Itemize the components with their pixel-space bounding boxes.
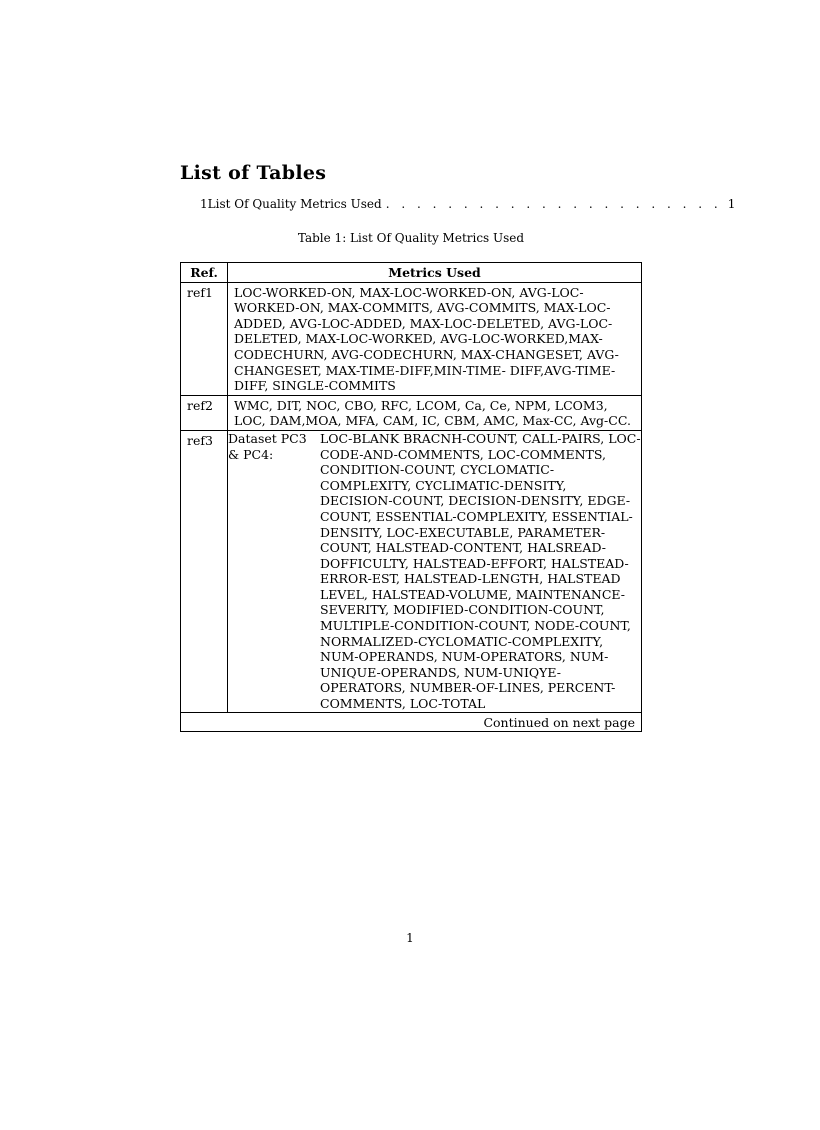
inner-table bbox=[228, 431, 641, 712]
table-row bbox=[181, 282, 642, 395]
row-metrics-split bbox=[228, 430, 642, 712]
lot-entry-title: List Of Quality Metrics Used bbox=[207, 197, 382, 211]
lot-entry-page: 1 bbox=[727, 197, 736, 211]
table-row bbox=[181, 430, 642, 712]
lot-entry-number: 1 bbox=[200, 197, 208, 211]
dataset-metrics: LOC-BLANK BRACNH-COUNT, CALL-PAIRS, LOC-CODE-AND-COMMENTS, LOC-COMMENTS, CONDITION-COUNT, CYCLOMATIC-COMPLEXITY, CYCLIMATIC-DENSITY, DECISION-COUNT, DECISION-DENSITY, EDGE-COUNT, ESSENTIAL-COMPLEXITY, ESSENTIAL-DENSITY, LOC-EXECUTABLE, PARAMETER-COUNT, HALSTEAD-CONTENT, HALSREAD-DOFFICULTY, HALSTEAD-EFFORT, HALSTEAD-ERROR-EST, HALSTEAD-LENGTH, HALSTEAD LEVEL, HALSTEAD-VOLUME, MAINTENANCE-SEVERITY, MODIFIED-CONDITION-COUNT, MULTIPLE-CONDITION-COUNT, NODE-COUNT, NORMALIZED-CYCLOMATIC-COMPLEXITY, NUM-OPERANDS, NUM-OPERATORS, NUM-UNIQUE-OPERANDS, NUM-UNIQYE-OPERATORS, NUMBER-OF-LINES, PERCENT-COMMENTS, LOC-TOTAL bbox=[320, 430, 641, 712]
row-metrics: LOC-WORKED-ON, MAX-LOC-WORKED-ON, AVG-LOC-WORKED-ON, MAX-COMMITS, AVG-COMMITS, MAX-LOC-ADDED, AVG-LOC-ADDED, MAX-LOC-DELETED, AVG-LOC-DELETED, MAX-LOC-WORKED, AVG-LOC-WORKED,MAX-CODECHURN, AVG-CODECHURN, MAX-CHANGESET, AVG-CHANGESET, MAX-TIME-DIFF,MIN-TIME- DIFF,AVG-TIME-DIFF, SINGLE-COMMITS bbox=[228, 282, 642, 395]
table-caption: Table 1: List Of Quality Metrics Used bbox=[297, 231, 525, 245]
metrics-table bbox=[180, 262, 642, 732]
lot-entry-dot-leader: . . . . . . . . . . . . . . . . . . . . . . bbox=[385, 197, 722, 211]
continued-note: Continued on next page bbox=[181, 712, 642, 732]
lot-entry[interactable] bbox=[180, 197, 736, 211]
header-ref: Ref. bbox=[181, 263, 228, 283]
row-ref: ref1 bbox=[181, 282, 228, 395]
page-number: 1 bbox=[406, 931, 414, 945]
continued-row bbox=[181, 712, 642, 732]
header-metrics: Metrics Used bbox=[228, 263, 642, 283]
row-ref: ref3 bbox=[181, 430, 228, 712]
dataset-label: Dataset PC3 & PC4: bbox=[228, 430, 307, 462]
list-of-tables-heading: List of Tables bbox=[180, 162, 327, 184]
table-header-row bbox=[181, 263, 642, 283]
row-metrics: WMC, DIT, NOC, CBO, RFC, LCOM, Ca, Ce, NPM, LCOM3, LOC, DAM,MOA, MFA, CAM, IC, CBM, AMC, Max-CC, Avg-CC. bbox=[228, 395, 642, 430]
table-row bbox=[181, 395, 642, 430]
row-ref: ref2 bbox=[181, 395, 228, 430]
